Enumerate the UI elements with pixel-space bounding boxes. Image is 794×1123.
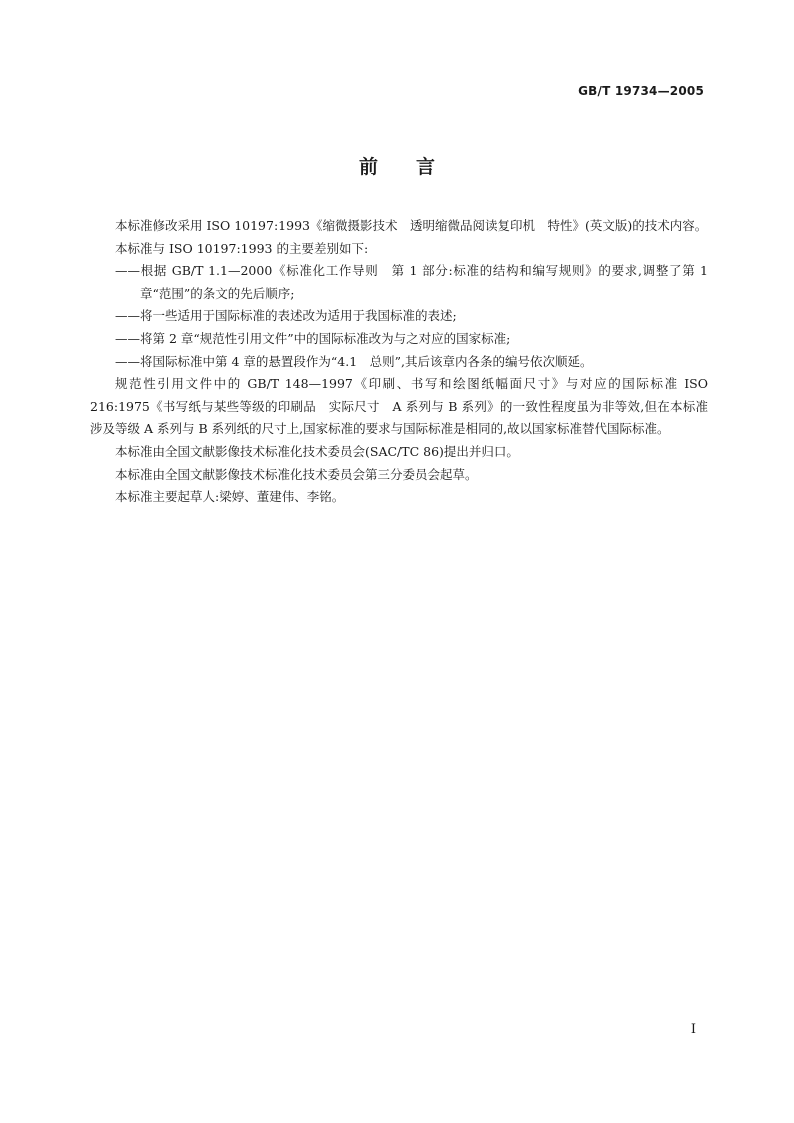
list-item-difference-3: ——将第 2 章“规范性引用文件”中的国际标准改为与之对应的国家标准;: [115, 330, 511, 346]
foreword-body: [90, 215, 708, 509]
list-item-difference-2: ——将一些适用于国际标准的表述改为适用于我国标准的表述;: [115, 308, 457, 324]
standard-number: GB/T 19734—2005: [578, 84, 704, 98]
page-number: I: [690, 1022, 696, 1037]
paragraph-normative-references: 规范性引用文件中的 GB/T 148—1997《印刷、书写和绘图纸幅面尺寸》与对应的国际标准 ISO 216:1975《书写纸与某些等级的印刷品 实际尺寸 A 系列与 B 系列》的一致性程度虽为非等效,但在本标准涉及等级 A 系列与 B 系列纸的尺寸上,国家标准的要求与国际标准是相同的,故以国家标准替代国际标准。: [90, 376, 708, 437]
paragraph-differences-intro: 本标准与 ISO 10197:1993 的主要差别如下:: [115, 240, 369, 256]
paragraph-drafters: 本标准主要起草人:梁婷、董建伟、李铭。: [115, 489, 345, 505]
paragraph-adoption: 本标准修改采用 ISO 10197:1993《缩微摄影技术 透明缩微品阅读复印机 特性》(英文版)的技术内容。: [115, 218, 708, 233]
list-item-difference-4: ——将国际标准中第 4 章的悬置段作为“4.1 总则”,其后该章内各条的编号依次顺延。: [115, 353, 593, 369]
paragraph-proposed-by: 本标准由全国文献影像技术标准化技术委员会(SAC/TC 86)提出并归口。: [115, 443, 519, 459]
page-title: 前言: [358, 156, 473, 178]
list-item-difference-1: ——根据 GB/T 1.1—2000《标准化工作导则 第 1 部分:标准的结构和编写规则》的要求,调整了第 1 章“范围”的条文的先后顺序;: [115, 263, 708, 301]
paragraph-drafted-by: 本标准由全国文献影像技术标准化技术委员会第三分委员会起草。: [115, 466, 478, 482]
